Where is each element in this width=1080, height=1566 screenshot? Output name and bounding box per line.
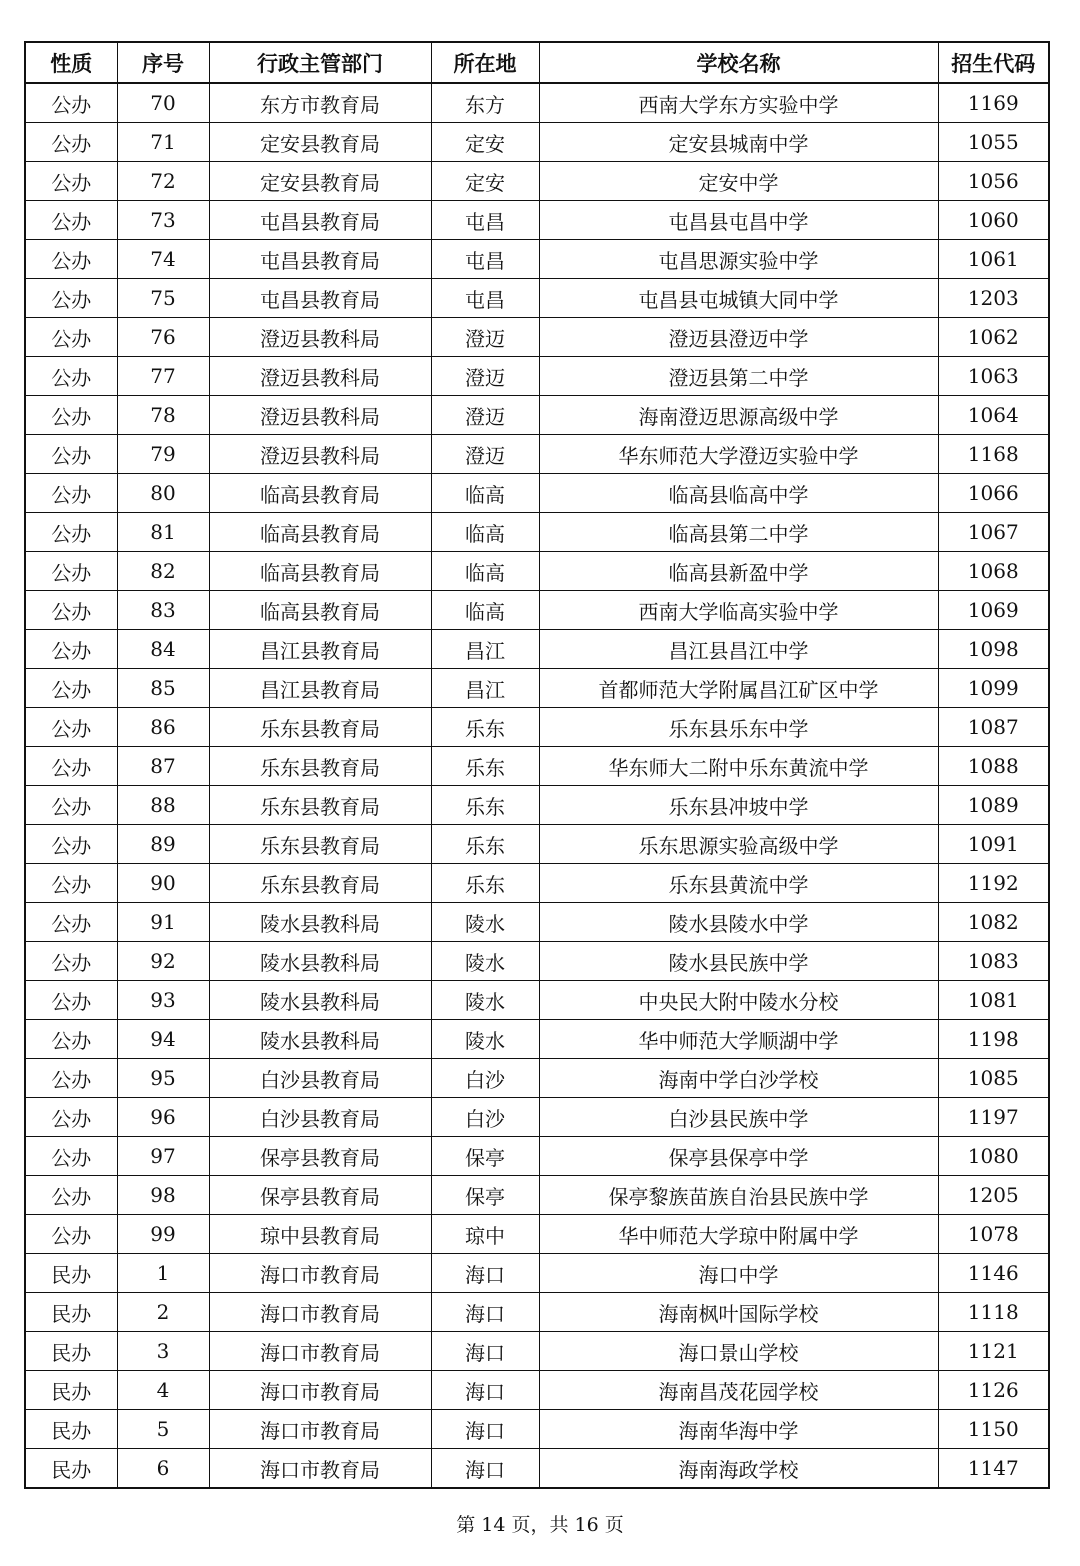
cell-admission-code: 1067 bbox=[938, 513, 1049, 552]
cell-school-name: 华东师范大学澄迈实验中学 bbox=[539, 435, 938, 474]
cell-department: 海口市教育局 bbox=[209, 1449, 431, 1489]
cell-department: 乐东县教育局 bbox=[209, 708, 431, 747]
cell-nature: 公办 bbox=[25, 552, 117, 591]
cell-location: 屯昌 bbox=[431, 201, 539, 240]
cell-admission-code: 1169 bbox=[938, 83, 1049, 123]
cell-number: 87 bbox=[117, 747, 209, 786]
table-row bbox=[25, 1332, 1049, 1371]
cell-location: 临高 bbox=[431, 474, 539, 513]
cell-nature: 公办 bbox=[25, 942, 117, 981]
cell-admission-code: 1088 bbox=[938, 747, 1049, 786]
cell-admission-code: 1197 bbox=[938, 1098, 1049, 1137]
column-header-admission-code: 招生代码 bbox=[938, 42, 1049, 83]
cell-number: 82 bbox=[117, 552, 209, 591]
cell-department: 澄迈县教科局 bbox=[209, 318, 431, 357]
cell-department: 澄迈县教科局 bbox=[209, 357, 431, 396]
cell-admission-code: 1069 bbox=[938, 591, 1049, 630]
cell-school-name: 海口中学 bbox=[539, 1254, 938, 1293]
cell-location: 定安 bbox=[431, 123, 539, 162]
cell-nature: 公办 bbox=[25, 981, 117, 1020]
table-row bbox=[25, 1293, 1049, 1332]
cell-number: 73 bbox=[117, 201, 209, 240]
cell-nature: 公办 bbox=[25, 708, 117, 747]
cell-number: 6 bbox=[117, 1449, 209, 1489]
cell-number: 81 bbox=[117, 513, 209, 552]
table-row bbox=[25, 435, 1049, 474]
cell-location: 屯昌 bbox=[431, 279, 539, 318]
cell-nature: 民办 bbox=[25, 1410, 117, 1449]
cell-department: 屯昌县教育局 bbox=[209, 201, 431, 240]
cell-department: 海口市教育局 bbox=[209, 1410, 431, 1449]
cell-location: 陵水 bbox=[431, 942, 539, 981]
school-table bbox=[24, 41, 1050, 1489]
cell-nature: 公办 bbox=[25, 1215, 117, 1254]
cell-nature: 公办 bbox=[25, 162, 117, 201]
table-row bbox=[25, 552, 1049, 591]
cell-department: 陵水县教科局 bbox=[209, 903, 431, 942]
cell-admission-code: 1203 bbox=[938, 279, 1049, 318]
cell-department: 陵水县教科局 bbox=[209, 942, 431, 981]
cell-department: 澄迈县教科局 bbox=[209, 435, 431, 474]
cell-school-name: 保亭县保亭中学 bbox=[539, 1137, 938, 1176]
cell-location: 琼中 bbox=[431, 1215, 539, 1254]
cell-nature: 公办 bbox=[25, 669, 117, 708]
cell-school-name: 临高县第二中学 bbox=[539, 513, 938, 552]
cell-school-name: 定安中学 bbox=[539, 162, 938, 201]
cell-nature: 公办 bbox=[25, 474, 117, 513]
table-row bbox=[25, 1020, 1049, 1059]
cell-admission-code: 1066 bbox=[938, 474, 1049, 513]
cell-department: 澄迈县教科局 bbox=[209, 396, 431, 435]
cell-nature: 公办 bbox=[25, 864, 117, 903]
cell-department: 乐东县教育局 bbox=[209, 786, 431, 825]
cell-location: 东方 bbox=[431, 83, 539, 123]
cell-admission-code: 1198 bbox=[938, 1020, 1049, 1059]
cell-number: 80 bbox=[117, 474, 209, 513]
table-row bbox=[25, 981, 1049, 1020]
cell-nature: 公办 bbox=[25, 1176, 117, 1215]
cell-location: 海口 bbox=[431, 1410, 539, 1449]
cell-admission-code: 1205 bbox=[938, 1176, 1049, 1215]
cell-school-name: 海南中学白沙学校 bbox=[539, 1059, 938, 1098]
cell-nature: 公办 bbox=[25, 240, 117, 279]
cell-department: 乐东县教育局 bbox=[209, 825, 431, 864]
column-header-school-name: 学校名称 bbox=[539, 42, 938, 83]
cell-number: 70 bbox=[117, 83, 209, 123]
cell-department: 临高县教育局 bbox=[209, 513, 431, 552]
cell-location: 临高 bbox=[431, 513, 539, 552]
cell-number: 79 bbox=[117, 435, 209, 474]
cell-nature: 公办 bbox=[25, 513, 117, 552]
cell-admission-code: 1168 bbox=[938, 435, 1049, 474]
cell-number: 96 bbox=[117, 1098, 209, 1137]
cell-school-name: 昌江县昌江中学 bbox=[539, 630, 938, 669]
cell-admission-code: 1099 bbox=[938, 669, 1049, 708]
cell-school-name: 首都师范大学附属昌江矿区中学 bbox=[539, 669, 938, 708]
cell-nature: 公办 bbox=[25, 279, 117, 318]
cell-admission-code: 1068 bbox=[938, 552, 1049, 591]
cell-school-name: 中央民大附中陵水分校 bbox=[539, 981, 938, 1020]
cell-number: 93 bbox=[117, 981, 209, 1020]
cell-department: 保亭县教育局 bbox=[209, 1137, 431, 1176]
cell-location: 乐东 bbox=[431, 747, 539, 786]
cell-number: 75 bbox=[117, 279, 209, 318]
table-row bbox=[25, 864, 1049, 903]
cell-department: 陵水县教科局 bbox=[209, 981, 431, 1020]
cell-school-name: 华中师范大学琼中附属中学 bbox=[539, 1215, 938, 1254]
table-row bbox=[25, 318, 1049, 357]
cell-department: 屯昌县教育局 bbox=[209, 240, 431, 279]
cell-department: 海口市教育局 bbox=[209, 1332, 431, 1371]
cell-nature: 公办 bbox=[25, 435, 117, 474]
cell-department: 定安县教育局 bbox=[209, 162, 431, 201]
cell-school-name: 华中师范大学顺湖中学 bbox=[539, 1020, 938, 1059]
cell-school-name: 乐东县黄流中学 bbox=[539, 864, 938, 903]
cell-admission-code: 1098 bbox=[938, 630, 1049, 669]
cell-location: 乐东 bbox=[431, 825, 539, 864]
table-row bbox=[25, 240, 1049, 279]
cell-location: 澄迈 bbox=[431, 435, 539, 474]
cell-school-name: 海南昌茂花园学校 bbox=[539, 1371, 938, 1410]
cell-school-name: 乐东思源实验高级中学 bbox=[539, 825, 938, 864]
cell-admission-code: 1091 bbox=[938, 825, 1049, 864]
cell-number: 99 bbox=[117, 1215, 209, 1254]
cell-school-name: 屯昌县屯城镇大同中学 bbox=[539, 279, 938, 318]
cell-school-name: 海南华海中学 bbox=[539, 1410, 938, 1449]
table-row bbox=[25, 1371, 1049, 1410]
table-row bbox=[25, 669, 1049, 708]
cell-nature: 公办 bbox=[25, 786, 117, 825]
cell-location: 海口 bbox=[431, 1371, 539, 1410]
cell-number: 90 bbox=[117, 864, 209, 903]
cell-admission-code: 1064 bbox=[938, 396, 1049, 435]
cell-school-name: 海南澄迈思源高级中学 bbox=[539, 396, 938, 435]
cell-nature: 公办 bbox=[25, 357, 117, 396]
cell-school-name: 西南大学临高实验中学 bbox=[539, 591, 938, 630]
cell-nature: 民办 bbox=[25, 1293, 117, 1332]
cell-number: 86 bbox=[117, 708, 209, 747]
cell-department: 定安县教育局 bbox=[209, 123, 431, 162]
table-row bbox=[25, 357, 1049, 396]
cell-department: 乐东县教育局 bbox=[209, 747, 431, 786]
table-row bbox=[25, 591, 1049, 630]
cell-number: 3 bbox=[117, 1332, 209, 1371]
cell-location: 临高 bbox=[431, 591, 539, 630]
cell-number: 95 bbox=[117, 1059, 209, 1098]
cell-department: 东方市教育局 bbox=[209, 83, 431, 123]
cell-nature: 公办 bbox=[25, 83, 117, 123]
table-row bbox=[25, 474, 1049, 513]
cell-number: 5 bbox=[117, 1410, 209, 1449]
cell-location: 昌江 bbox=[431, 669, 539, 708]
table-header bbox=[25, 42, 1049, 83]
cell-location: 澄迈 bbox=[431, 396, 539, 435]
cell-location: 临高 bbox=[431, 552, 539, 591]
cell-location: 保亭 bbox=[431, 1176, 539, 1215]
cell-school-name: 海南枫叶国际学校 bbox=[539, 1293, 938, 1332]
cell-school-name: 乐东县冲坡中学 bbox=[539, 786, 938, 825]
cell-number: 1 bbox=[117, 1254, 209, 1293]
cell-location: 乐东 bbox=[431, 708, 539, 747]
table-row bbox=[25, 279, 1049, 318]
cell-location: 海口 bbox=[431, 1332, 539, 1371]
cell-admission-code: 1147 bbox=[938, 1449, 1049, 1489]
cell-department: 昌江县教育局 bbox=[209, 669, 431, 708]
cell-school-name: 西南大学东方实验中学 bbox=[539, 83, 938, 123]
cell-number: 91 bbox=[117, 903, 209, 942]
cell-department: 临高县教育局 bbox=[209, 552, 431, 591]
cell-number: 4 bbox=[117, 1371, 209, 1410]
cell-number: 72 bbox=[117, 162, 209, 201]
cell-nature: 公办 bbox=[25, 1059, 117, 1098]
table-row bbox=[25, 942, 1049, 981]
cell-number: 89 bbox=[117, 825, 209, 864]
table-row bbox=[25, 786, 1049, 825]
cell-number: 74 bbox=[117, 240, 209, 279]
cell-school-name: 澄迈县第二中学 bbox=[539, 357, 938, 396]
cell-school-name: 乐东县乐东中学 bbox=[539, 708, 938, 747]
cell-admission-code: 1061 bbox=[938, 240, 1049, 279]
cell-admission-code: 1081 bbox=[938, 981, 1049, 1020]
cell-school-name: 陵水县民族中学 bbox=[539, 942, 938, 981]
cell-number: 88 bbox=[117, 786, 209, 825]
cell-department: 昌江县教育局 bbox=[209, 630, 431, 669]
cell-department: 白沙县教育局 bbox=[209, 1059, 431, 1098]
table-body bbox=[25, 83, 1049, 1488]
cell-school-name: 白沙县民族中学 bbox=[539, 1098, 938, 1137]
cell-department: 陵水县教科局 bbox=[209, 1020, 431, 1059]
cell-number: 2 bbox=[117, 1293, 209, 1332]
column-header-location: 所在地 bbox=[431, 42, 539, 83]
table-row bbox=[25, 903, 1049, 942]
cell-nature: 公办 bbox=[25, 1137, 117, 1176]
cell-location: 乐东 bbox=[431, 786, 539, 825]
table-row bbox=[25, 1176, 1049, 1215]
cell-location: 陵水 bbox=[431, 1020, 539, 1059]
cell-nature: 民办 bbox=[25, 1254, 117, 1293]
cell-number: 92 bbox=[117, 942, 209, 981]
cell-school-name: 临高县临高中学 bbox=[539, 474, 938, 513]
cell-school-name: 屯昌县屯昌中学 bbox=[539, 201, 938, 240]
cell-location: 屯昌 bbox=[431, 240, 539, 279]
cell-nature: 民办 bbox=[25, 1371, 117, 1410]
cell-location: 定安 bbox=[431, 162, 539, 201]
cell-admission-code: 1150 bbox=[938, 1410, 1049, 1449]
cell-department: 乐东县教育局 bbox=[209, 864, 431, 903]
cell-admission-code: 1082 bbox=[938, 903, 1049, 942]
cell-school-name: 陵水县陵水中学 bbox=[539, 903, 938, 942]
table-row bbox=[25, 630, 1049, 669]
cell-department: 临高县教育局 bbox=[209, 591, 431, 630]
cell-department: 海口市教育局 bbox=[209, 1371, 431, 1410]
table-row bbox=[25, 708, 1049, 747]
cell-location: 海口 bbox=[431, 1449, 539, 1489]
cell-department: 海口市教育局 bbox=[209, 1293, 431, 1332]
cell-nature: 公办 bbox=[25, 825, 117, 864]
cell-number: 83 bbox=[117, 591, 209, 630]
cell-admission-code: 1192 bbox=[938, 864, 1049, 903]
cell-nature: 公办 bbox=[25, 201, 117, 240]
table-row bbox=[25, 1410, 1049, 1449]
cell-location: 陵水 bbox=[431, 981, 539, 1020]
cell-nature: 公办 bbox=[25, 591, 117, 630]
cell-location: 澄迈 bbox=[431, 357, 539, 396]
cell-admission-code: 1089 bbox=[938, 786, 1049, 825]
cell-admission-code: 1085 bbox=[938, 1059, 1049, 1098]
cell-school-name: 保亭黎族苗族自治县民族中学 bbox=[539, 1176, 938, 1215]
cell-nature: 公办 bbox=[25, 318, 117, 357]
cell-location: 澄迈 bbox=[431, 318, 539, 357]
cell-nature: 公办 bbox=[25, 903, 117, 942]
cell-location: 白沙 bbox=[431, 1098, 539, 1137]
cell-admission-code: 1056 bbox=[938, 162, 1049, 201]
cell-location: 保亭 bbox=[431, 1137, 539, 1176]
cell-department: 屯昌县教育局 bbox=[209, 279, 431, 318]
cell-nature: 公办 bbox=[25, 747, 117, 786]
cell-number: 85 bbox=[117, 669, 209, 708]
cell-location: 乐东 bbox=[431, 864, 539, 903]
cell-number: 77 bbox=[117, 357, 209, 396]
table-row bbox=[25, 162, 1049, 201]
cell-department: 海口市教育局 bbox=[209, 1254, 431, 1293]
cell-nature: 公办 bbox=[25, 1098, 117, 1137]
table-row bbox=[25, 1137, 1049, 1176]
table-row bbox=[25, 747, 1049, 786]
cell-school-name: 海南海政学校 bbox=[539, 1449, 938, 1489]
table-row bbox=[25, 1059, 1049, 1098]
cell-location: 陵水 bbox=[431, 903, 539, 942]
table-row bbox=[25, 1449, 1049, 1489]
cell-admission-code: 1080 bbox=[938, 1137, 1049, 1176]
cell-admission-code: 1063 bbox=[938, 357, 1049, 396]
table-row bbox=[25, 123, 1049, 162]
cell-location: 昌江 bbox=[431, 630, 539, 669]
cell-school-name: 定安县城南中学 bbox=[539, 123, 938, 162]
table-row bbox=[25, 1254, 1049, 1293]
cell-department: 琼中县教育局 bbox=[209, 1215, 431, 1254]
cell-location: 海口 bbox=[431, 1254, 539, 1293]
column-header-number: 序号 bbox=[117, 42, 209, 83]
cell-admission-code: 1083 bbox=[938, 942, 1049, 981]
cell-number: 94 bbox=[117, 1020, 209, 1059]
cell-admission-code: 1060 bbox=[938, 201, 1049, 240]
cell-admission-code: 1087 bbox=[938, 708, 1049, 747]
cell-location: 白沙 bbox=[431, 1059, 539, 1098]
cell-number: 98 bbox=[117, 1176, 209, 1215]
cell-school-name: 海口景山学校 bbox=[539, 1332, 938, 1371]
cell-school-name: 屯昌思源实验中学 bbox=[539, 240, 938, 279]
cell-admission-code: 1055 bbox=[938, 123, 1049, 162]
cell-admission-code: 1078 bbox=[938, 1215, 1049, 1254]
column-header-department: 行政主管部门 bbox=[209, 42, 431, 83]
cell-school-name: 华东师大二附中乐东黄流中学 bbox=[539, 747, 938, 786]
cell-department: 保亭县教育局 bbox=[209, 1176, 431, 1215]
cell-admission-code: 1146 bbox=[938, 1254, 1049, 1293]
cell-number: 78 bbox=[117, 396, 209, 435]
cell-nature: 公办 bbox=[25, 1020, 117, 1059]
cell-nature: 民办 bbox=[25, 1332, 117, 1371]
table-row bbox=[25, 83, 1049, 123]
cell-nature: 民办 bbox=[25, 1449, 117, 1489]
cell-nature: 公办 bbox=[25, 123, 117, 162]
cell-number: 76 bbox=[117, 318, 209, 357]
page-footer: 第 14 页，共 16 页 bbox=[456, 1514, 624, 1536]
header-row bbox=[25, 42, 1049, 83]
table-row bbox=[25, 825, 1049, 864]
cell-department: 临高县教育局 bbox=[209, 474, 431, 513]
cell-number: 71 bbox=[117, 123, 209, 162]
cell-location: 海口 bbox=[431, 1293, 539, 1332]
table-row bbox=[25, 1215, 1049, 1254]
cell-admission-code: 1121 bbox=[938, 1332, 1049, 1371]
cell-school-name: 澄迈县澄迈中学 bbox=[539, 318, 938, 357]
cell-admission-code: 1062 bbox=[938, 318, 1049, 357]
cell-admission-code: 1118 bbox=[938, 1293, 1049, 1332]
cell-nature: 公办 bbox=[25, 630, 117, 669]
table-row bbox=[25, 513, 1049, 552]
cell-admission-code: 1126 bbox=[938, 1371, 1049, 1410]
column-header-nature: 性质 bbox=[25, 42, 117, 83]
cell-school-name: 临高县新盈中学 bbox=[539, 552, 938, 591]
table-row bbox=[25, 396, 1049, 435]
table-row bbox=[25, 201, 1049, 240]
table-row bbox=[25, 1098, 1049, 1137]
cell-number: 84 bbox=[117, 630, 209, 669]
cell-department: 白沙县教育局 bbox=[209, 1098, 431, 1137]
cell-nature: 公办 bbox=[25, 396, 117, 435]
cell-number: 97 bbox=[117, 1137, 209, 1176]
